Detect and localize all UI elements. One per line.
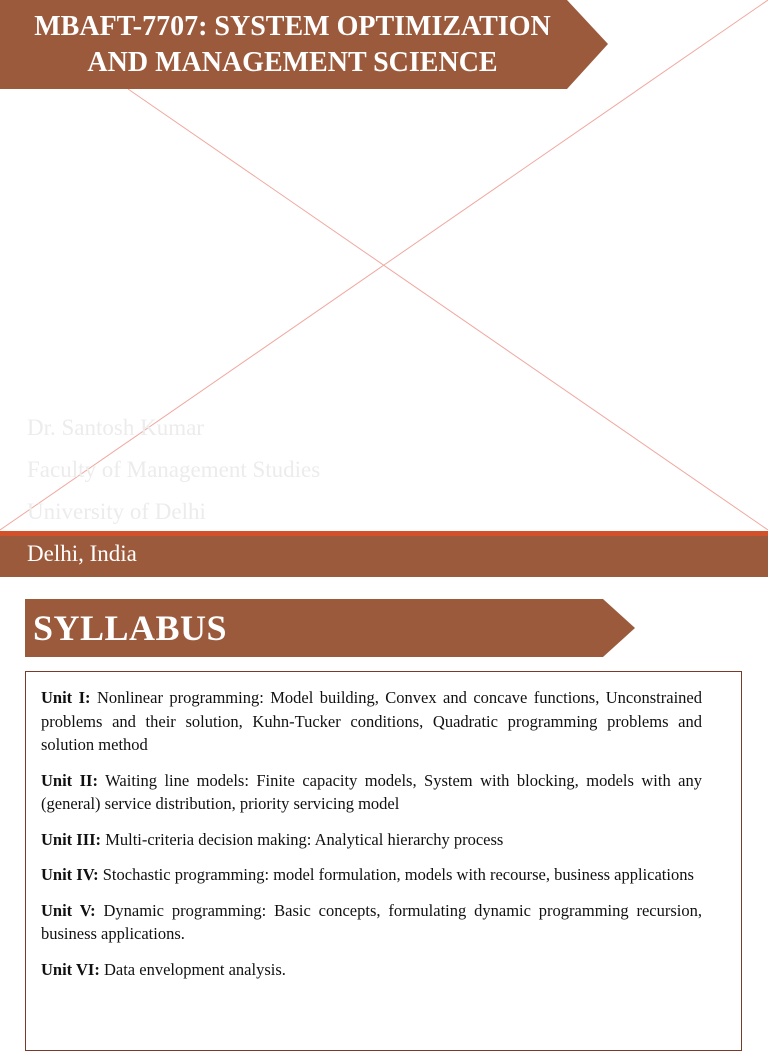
location-text: Delhi, India bbox=[27, 541, 137, 566]
unit-list bbox=[41, 686, 702, 993]
unit-label: Unit III: bbox=[41, 829, 102, 849]
title-line-2: AND MANAGEMENT SCIENCE bbox=[87, 47, 498, 78]
author-name: Dr. Santosh Kumar bbox=[27, 415, 204, 440]
unit-item bbox=[41, 769, 702, 816]
unit-text: Stochastic programming: model formulation, models with recourse, business applications bbox=[102, 865, 694, 884]
unit-label: Unit IV: bbox=[41, 865, 99, 884]
unit-label: Unit I: bbox=[41, 688, 91, 707]
unit-label: Unit II: bbox=[41, 770, 98, 790]
unit-item bbox=[41, 828, 702, 852]
title-line-1: MBAFT-7707: SYSTEM OPTIMIZATION bbox=[34, 11, 551, 42]
unit-item bbox=[41, 686, 702, 757]
unit-item bbox=[41, 863, 702, 887]
faculty-name: Faculty of Management Studies bbox=[27, 457, 321, 482]
unit-label: Unit V: bbox=[41, 900, 96, 920]
syllabus-heading: SYLLABUS bbox=[33, 608, 228, 648]
unit-text: Multi-criteria decision making: Analytical hierarchy process bbox=[105, 829, 504, 849]
unit-item bbox=[41, 899, 702, 946]
unit-text: Waiting line models: Finite capacity models, System with blocking, models with any (general) service distribution, priority servicing model bbox=[41, 770, 702, 813]
unit-item bbox=[41, 958, 702, 982]
unit-text: Data envelopment analysis. bbox=[103, 959, 286, 979]
unit-label: Unit VI: bbox=[41, 959, 100, 979]
unit-text: Dynamic programming: Basic concepts, formulating dynamic programming recursion, business applications. bbox=[41, 900, 703, 943]
unit-text: Nonlinear programming: Model building, Convex and concave functions, Unconstrained problems and their solution, Kuhn-Tucker conditions, Quadratic programming problems and solution method bbox=[41, 688, 702, 754]
slide-title bbox=[0, 9, 585, 81]
university-name: University of Delhi bbox=[27, 499, 206, 524]
